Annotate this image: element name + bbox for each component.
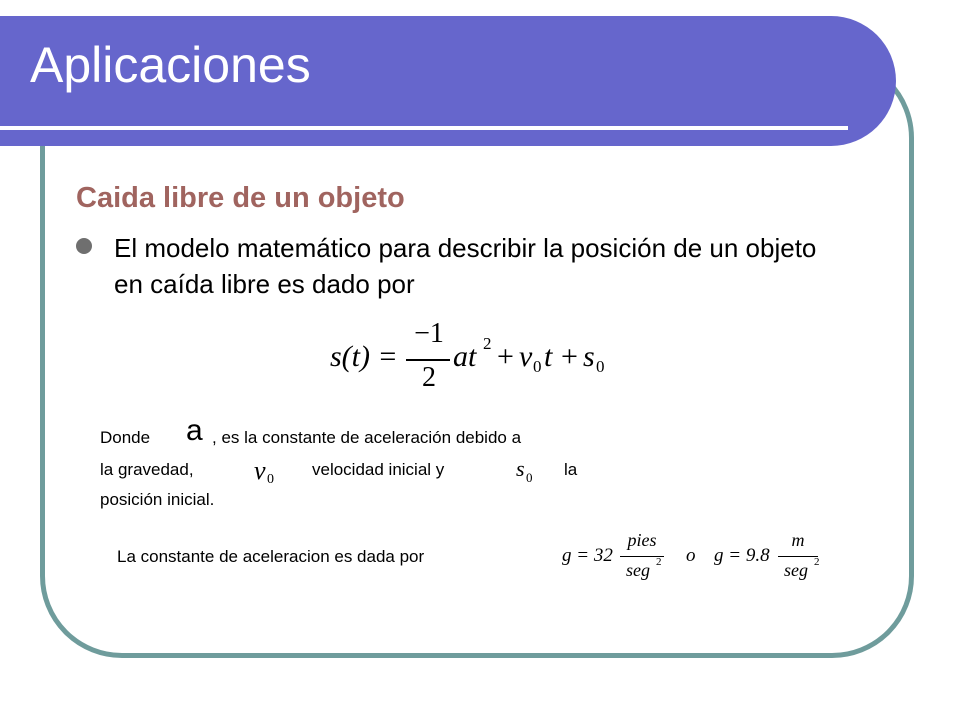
formula-t: t [544, 340, 553, 373]
or-text: o [686, 545, 696, 566]
g2-lhs: g = 9.8 [714, 545, 770, 566]
bullet-icon [76, 238, 92, 254]
note-donde: Donde [100, 428, 151, 447]
g1-exponent: 2 [656, 556, 662, 568]
formula-v: v [519, 340, 533, 373]
g1-denominator: seg [626, 560, 650, 580]
note-line1: , es la constante de aceleración debido a [212, 428, 522, 447]
formula-lhs: s(t) = [330, 340, 398, 373]
note-s-subscript: 0 [526, 470, 533, 485]
title-underline [0, 126, 848, 130]
note-line2-start: la gravedad, [100, 460, 194, 479]
slide-title: Aplicaciones [30, 37, 311, 93]
formula-s-subscript: 0 [596, 357, 605, 376]
g1-numerator: pies [627, 530, 657, 550]
formula-denominator: 2 [422, 362, 436, 393]
formula-numerator: −1 [414, 318, 444, 349]
note-v-subscript: 0 [267, 472, 274, 487]
g2-exponent: 2 [814, 556, 820, 568]
formula-term-at: at [453, 340, 477, 373]
bullet-text: El modelo matemático para describir la posición de un objeto en caída libre es dado por [114, 233, 817, 299]
formula-fraction-bar [406, 359, 450, 361]
formula-exponent: 2 [483, 334, 492, 353]
g1-lhs: g = 32 [562, 545, 613, 566]
section-subtitle: Caida libre de un objeto [76, 182, 405, 214]
formula-s: s [583, 340, 595, 373]
note-la: la [564, 460, 578, 479]
note-line3: posición inicial. [100, 490, 215, 509]
g2-fraction-bar [778, 556, 818, 557]
formula-plus-1: + [497, 340, 514, 373]
constant-label: La constante de aceleracion es dada por [117, 547, 425, 566]
g2-denominator: seg [784, 560, 808, 580]
formula-v-subscript: 0 [533, 357, 542, 376]
note-velocidad: velocidad inicial y [312, 460, 445, 479]
g2-numerator: m [791, 530, 805, 550]
note-s: s [516, 456, 525, 481]
note-v: v [254, 456, 266, 485]
note-variable-a: a [186, 414, 203, 447]
formula-plus-2: + [561, 340, 578, 373]
